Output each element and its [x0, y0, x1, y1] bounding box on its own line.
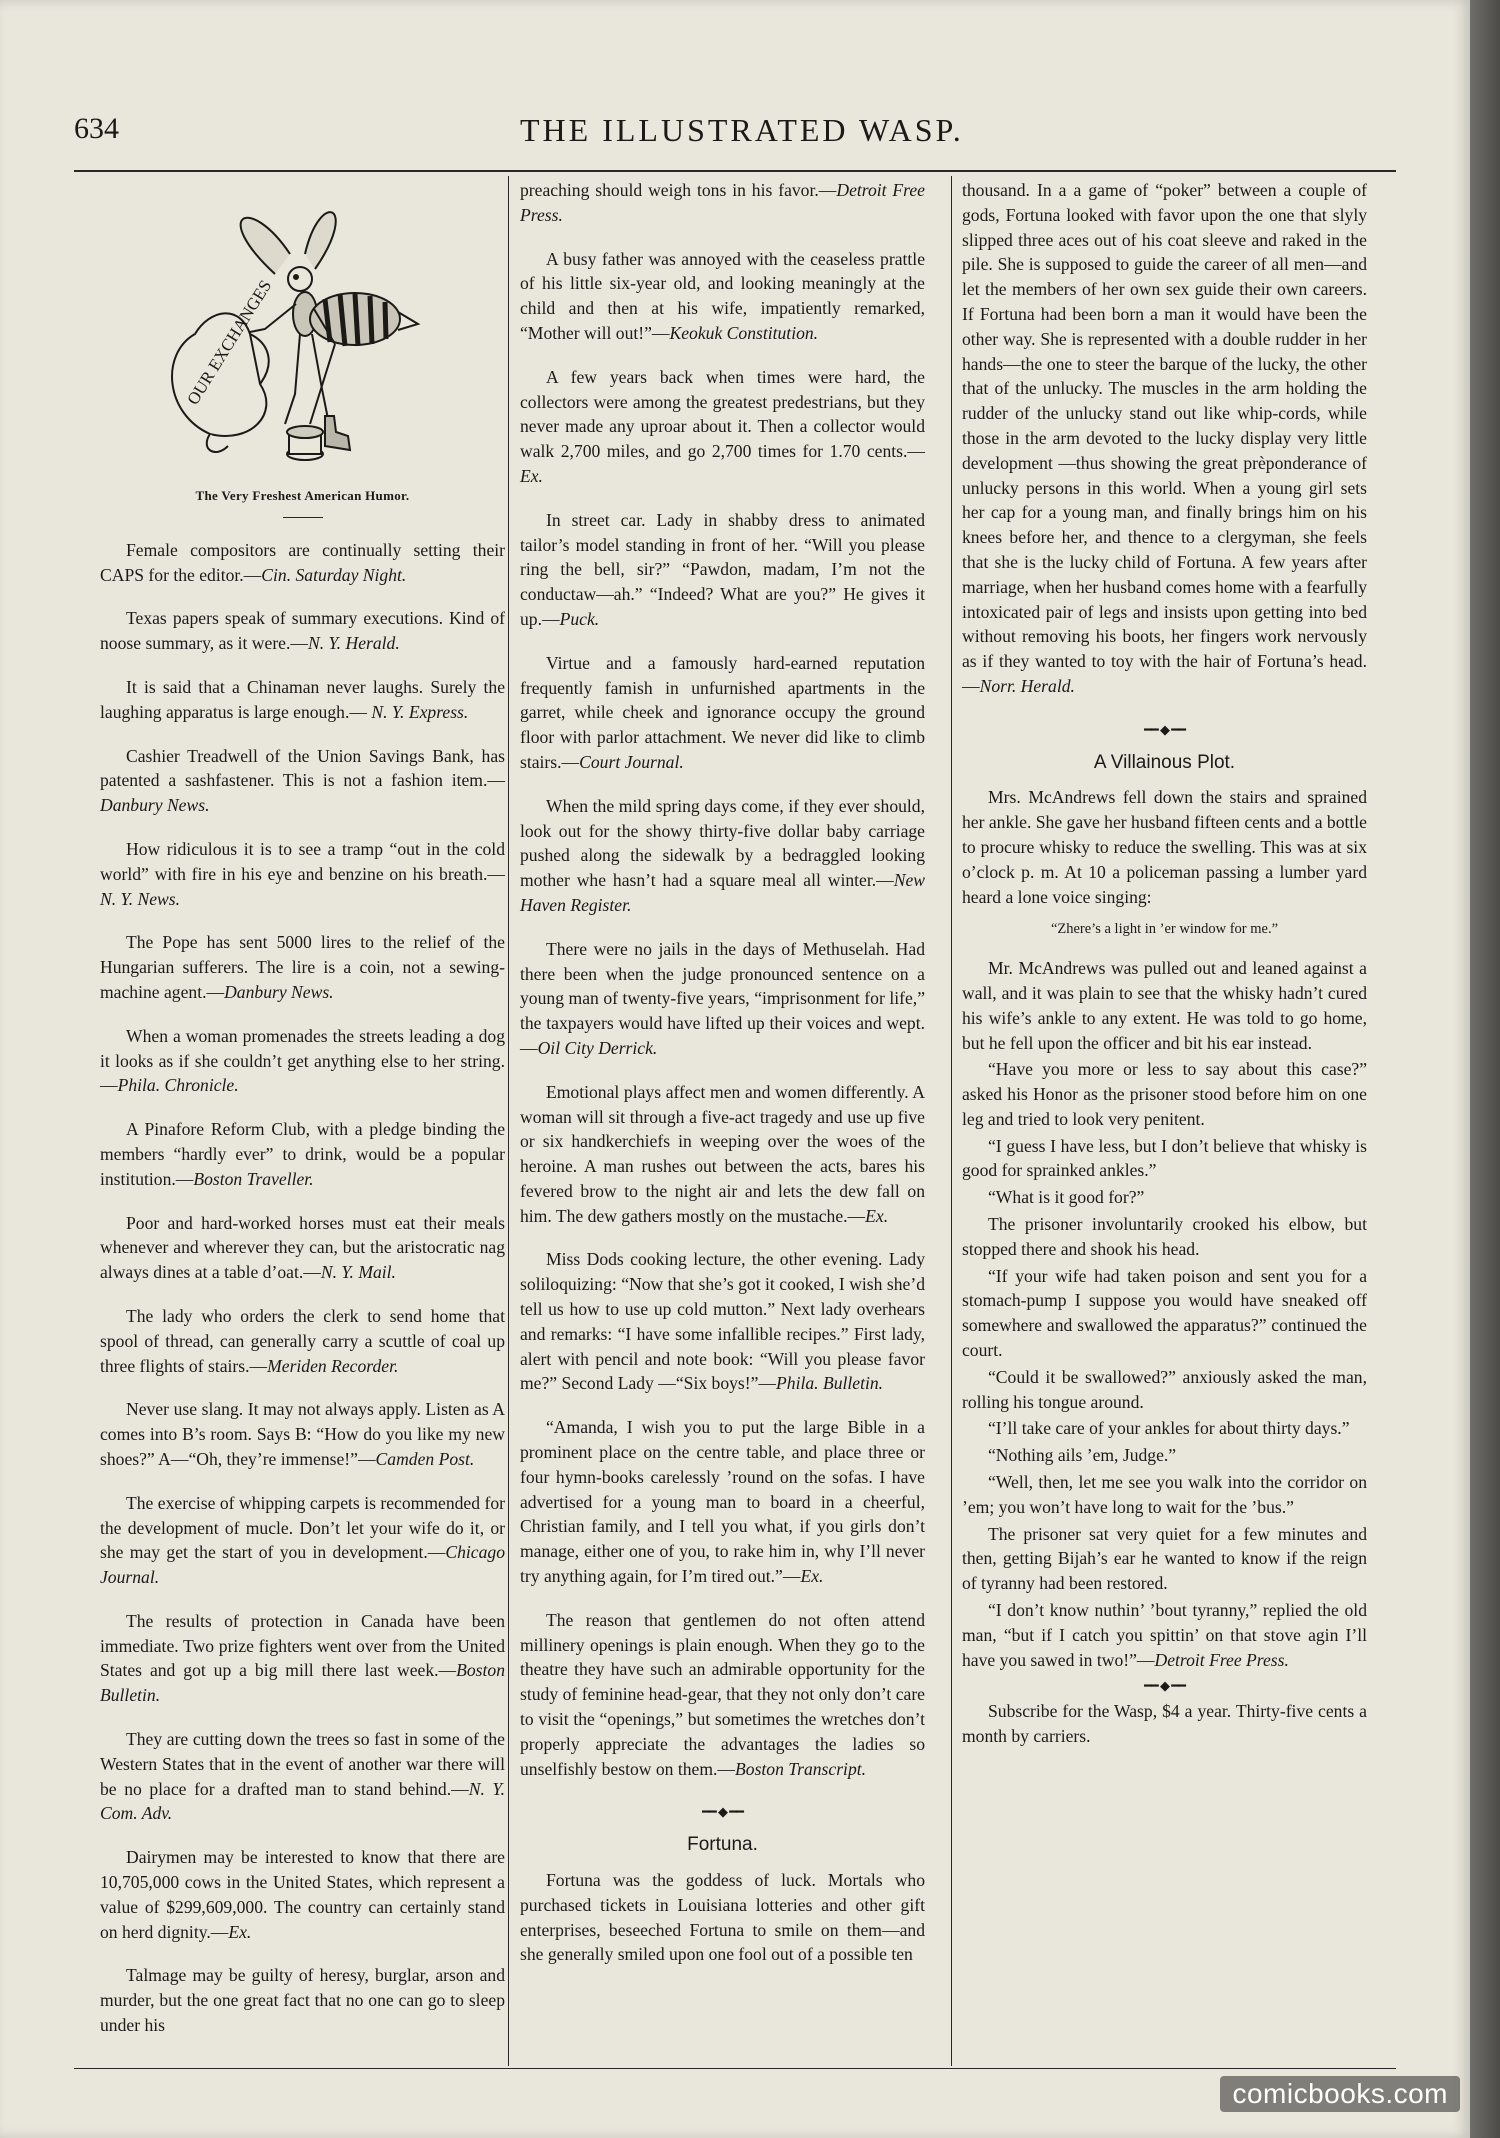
- squib: They are cutting down the trees so fast in some of the Western States that in the event of another war there will be no place for a drafted man to stand behind.—N. Y. Com. Adv.: [100, 1729, 505, 1824]
- squib: The exercise of whipping carpets is recommended for the development of mucle. Don’t let your wife do it, or she may get the start of you in development.—Chicago Journal.: [100, 1492, 505, 1588]
- caption-rule: [283, 517, 323, 518]
- squib: Dairymen may be interested to know that there are 10,705,000 cows in the United States, which represent a value of $299,609,000. The country can certainly stand on herd dignity.—Ex.: [100, 1847, 505, 1942]
- squib: The reason that gentlemen do not often attend millinery openings is plain enough. When they go to the theatre they have such an admirable opportunity for the study of feminine head-gear, that they not only don’t care to visit the “openings,” but sometimes the wretches don’t properly appreciate the advantages the ladies so unselfishly bestow on them.—Boston Transcript.: [520, 1609, 925, 1779]
- section-ornament: ━━ ◆ ━━: [702, 1804, 743, 1820]
- wasp-illustration: [100, 184, 505, 484]
- column-2: [520, 178, 925, 1986]
- column-3: [962, 178, 1367, 1768]
- section-ornament: ━━ ◆ ━━: [1144, 1678, 1185, 1694]
- banner-text: OUR EXCHANGES: [183, 276, 276, 409]
- squib: Talmage may be guilty of heresy, burglar, arson and murder, but the one great fact that no one can go to sleep under his: [100, 1965, 505, 2036]
- header-rule: [74, 170, 1396, 172]
- squib: Poor and hard-worked horses must eat their meals whenever and wherever they can, but the aristocratic nag always dines at a table d’oat.—N. Y. Mail.: [100, 1212, 505, 1283]
- squib: Virtue and a famously hard-earned reputation frequently famish in unfurnished apartments in the garret, while cheek and ignorance occupy the ground floor with parlor attachment. We never did like to climb stairs.—Court Journal.: [520, 652, 925, 772]
- squib: In street car. Lady in shabby dress to animated tailor’s model standing in front of her. “Will you please ring the bell, sir?” “Pawdon, madam, I’m not the conductaw—ah.” “Indeed? What are you?” He gives it up.—Puck.: [520, 509, 925, 629]
- plot-heading: A Villainous Plot.: [1093, 751, 1236, 773]
- squib: Texas papers speak of summary executions. Kind of noose summary, as it were.—N. Y. Herald.: [100, 608, 505, 654]
- squib-continued: preaching should weigh tons in his favor.—Detroit Free Press.: [520, 180, 925, 225]
- plot-paragraph: “I don’t know nuthin’ ’bout tyranny,” replied the old man, “but if I catch you spittin’ on that stove agin I’ll have you sawed in two!”—Detroit Free Press.: [962, 1600, 1367, 1670]
- squib: Female compositors are continually setting their CAPS for the editor.—Cin. Saturday Night.: [100, 539, 505, 585]
- squib: When the mild spring days come, if they ever should, look out for the showy thirty-five dollar baby carriage pushed along the sidewalk by a bedraggled looking mother whe hasn’t had a square meal all winter.—New Haven Register.: [520, 795, 925, 915]
- squib: Emotional plays affect men and women differently. A woman will sit through a five-act tragedy and use up five or six handkerchiefs in weeping over the woes of the heroine. A man rushes out between the acts, bares his fevered brow to the night air and lets the dew fall on him. The dew gathers mostly on the mustache.—Ex.: [520, 1081, 925, 1226]
- squib: The lady who orders the clerk to send home that spool of thread, can generally carry a scuttle of coal up three flights of stairs.—Meriden Recorder.: [100, 1305, 505, 1376]
- squib: Never use slang. It may not always apply. Listen as A comes into B’s room. Says B: “How do you like my new shoes?” A—“Oh, they’re immense!”—Camden Post.: [100, 1399, 505, 1469]
- squib: The results of protection in Canada have been immediate. Two prize fighters went over from the United States and got up a big mill there last week.—Boston Bulletin.: [100, 1610, 505, 1706]
- masthead-title: THE ILLUSTRATED WASP.: [520, 112, 964, 148]
- plot-paragraph: Mrs. McAndrews fell down the stairs and sprained her ankle. She gave her husband fifteen cents and a bottle to procure whisky to reduce the swelling. This was at six o’clock p. m. At 10 a policeman passing a lumber yard heard a lone voice singing:: [962, 787, 1367, 907]
- fortuna-heading: Fortuna.: [687, 1834, 758, 1856]
- plot-paragraph: “What is it good for?”: [988, 1187, 1145, 1208]
- squib: Cashier Treadwell of the Union Savings Bank, has patented a sashfastener. This is not a fashion item.—Danbury News.: [100, 745, 505, 816]
- squib: A few years back when times were hard, the collectors were among the greatest predestrians, but they never made any uproar about it. Then a collector would walk 2,700 miles, and go 2,700 times for 1.70 cents.—Ex.: [520, 366, 925, 486]
- squib: A busy father was annoyed with the ceaseless prattle of his little six-year old, and looking meaningly at the child and then at his wife, impatiently remarked, “Mother will out!”—Keokuk Constitution.: [520, 248, 925, 343]
- plot-paragraph: Mr. McAndrews was pulled out and leaned against a wall, and it was plain to see that the whisky hadn’t cured his wife’s ankle to any extent. He was told to go home, but he fell upon the officer and bit his ear instead.: [962, 958, 1367, 1053]
- squib: There were no jails in the days of Methuselah. Had there been when the judge pronounced sentence on a young man of twenty-five years, “imprisonment for life,” the taxpayers would have lifted up their voices and wept.—Oil City Derrick.: [520, 938, 925, 1058]
- column-rule-1: [508, 176, 509, 2066]
- song-line: “Zhere’s a light in ’er window for me.”: [1050, 921, 1279, 938]
- watermark-logo: comicbooks.com: [1220, 2076, 1460, 2112]
- section-ornament: ━━ ◆ ━━: [1144, 721, 1185, 737]
- squib: It is said that a Chinaman never laughs. Surely the laughing apparatus is large enough.— N. Y. Express.: [100, 676, 505, 722]
- fortuna-paragraph: Fortuna was the goddess of luck. Mortals who purchased tickets in Louisiana lotteries and other gift enterprises, beseeched Fortuna to smile on them—and she generally smiled upon one fool out of a possible ten: [520, 1870, 925, 1965]
- plot-paragraph: “Well, then, let me see you walk into the corridor on ’em; you won’t have long to wait for the ’bus.”: [962, 1472, 1367, 1517]
- page-number: 634: [74, 112, 119, 145]
- wasp-vignette: [100, 184, 505, 484]
- vignette-caption: The Very Freshest American Humor.: [195, 488, 410, 503]
- plot-paragraph: “Have you more or less to say about this case?” asked his Honor as the prisoner stood before him on one leg and tried to look very penitent.: [962, 1059, 1367, 1129]
- book-binding-edge: [1470, 0, 1500, 2138]
- squib: “Amanda, I wish you to put the large Bible in a prominent place on the centre table, and place three or four hymn-books carelessly ’round on the sofas. I have advertised for a young man to board in a cheerful, Christian family, and I tell you what, if you girls don’t manage, either one of you, to rake him in, why I’ll never try anything again, for I’m tired out.”—Ex.: [520, 1417, 925, 1587]
- squib: How ridiculous it is to see a tramp “out in the cold world” with fire in his eye and benzine on his breath.—N. Y. News.: [100, 838, 505, 909]
- fortuna-continued: thousand. In a a game of “poker” between a couple of gods, Fortuna looked with favor upon the one that slyly slipped three aces out of his coat sleeve and raked in the pile. She is supposed to guide the career of all men—and let the members of her own sex guide their own careers. If Fortuna had been born a man it would have been the other way. She is represented with a double rudder in her hands—the one to steer the barque of the lucky, the other that of the unlucky. The muscles in the arm holding the rudder of the unlucky stand out like whip-cords, while those in the arm devoted to the lucky display very little development —thus showing the great prèponderance of unlucky persons in this world. When a young girl sets her cap for a young man, and finally brings him on his knees before her, and thence to a clergyman, she feels that she is the lucky child of Fortuna. A few years after marriage, when her husband comes home with a fearfully intoxicated pair of legs and insists upon getting into bed without removing his boots, her fingers work nervously as if they wanted to toy with the hair of Fortuna’s head.—Norr. Herald.: [962, 180, 1367, 696]
- plot-paragraph: “I guess I have less, but I don’t believe that whisky is good for sprainked ankles.”: [962, 1135, 1367, 1181]
- squib: When a woman promenades the streets leading a dog it looks as if she couldn’t get anything else to her string.—Phila. Chronicle.: [100, 1025, 505, 1096]
- plot-paragraph: “If your wife had taken poison and sent you for a stomach-pump I suppose you would have sneaked off somewhere and swallowed the apparatus?” continued the court.: [962, 1265, 1367, 1361]
- squib: The Pope has sent 5000 lires to the relief of the Hungarian sufferers. The lire is a coin, not a sewing-machine agent.—Danbury News.: [100, 932, 505, 1002]
- column-1: [100, 178, 505, 2057]
- plot-paragraph: The prisoner involuntarily crooked his elbow, but stopped there and shook his head.: [962, 1214, 1367, 1259]
- column-rule-2: [951, 176, 952, 2066]
- subscribe-notice: Subscribe for the Wasp, $4 a year. Thirty-five cents a month by carriers.: [962, 1701, 1367, 1747]
- plot-paragraph: “Nothing ails ’em, Judge.”: [988, 1445, 1177, 1466]
- footer-rule: [74, 2068, 1396, 2069]
- plot-paragraph: “I’ll take care of your ankles for about thirty days.”: [988, 1418, 1350, 1439]
- squib: Miss Dods cooking lecture, the other evening. Lady soliloquizing: “Now that she’s got it cooked, I wish she’d tell us how to use up cold mutton.” Next lady overhears and remarks: “I have some infallible recipes.” First lady, alert with pencil and note book: “Will you please favor me?” Second Lady —“Six boys!”—Phila. Bulletin.: [520, 1249, 925, 1394]
- plot-paragraph: The prisoner sat very quiet for a few minutes and then, getting Bijah’s ear he wanted to know if the reign of tyranny had been restored.: [962, 1523, 1367, 1594]
- plot-paragraph: “Could it be swallowed?” anxiously asked the man, rolling his tongue around.: [962, 1366, 1367, 1412]
- squib: A Pinafore Reform Club, with a pledge binding the members “hardly ever” to drink, would be a popular institution.—Boston Traveller.: [100, 1119, 505, 1189]
